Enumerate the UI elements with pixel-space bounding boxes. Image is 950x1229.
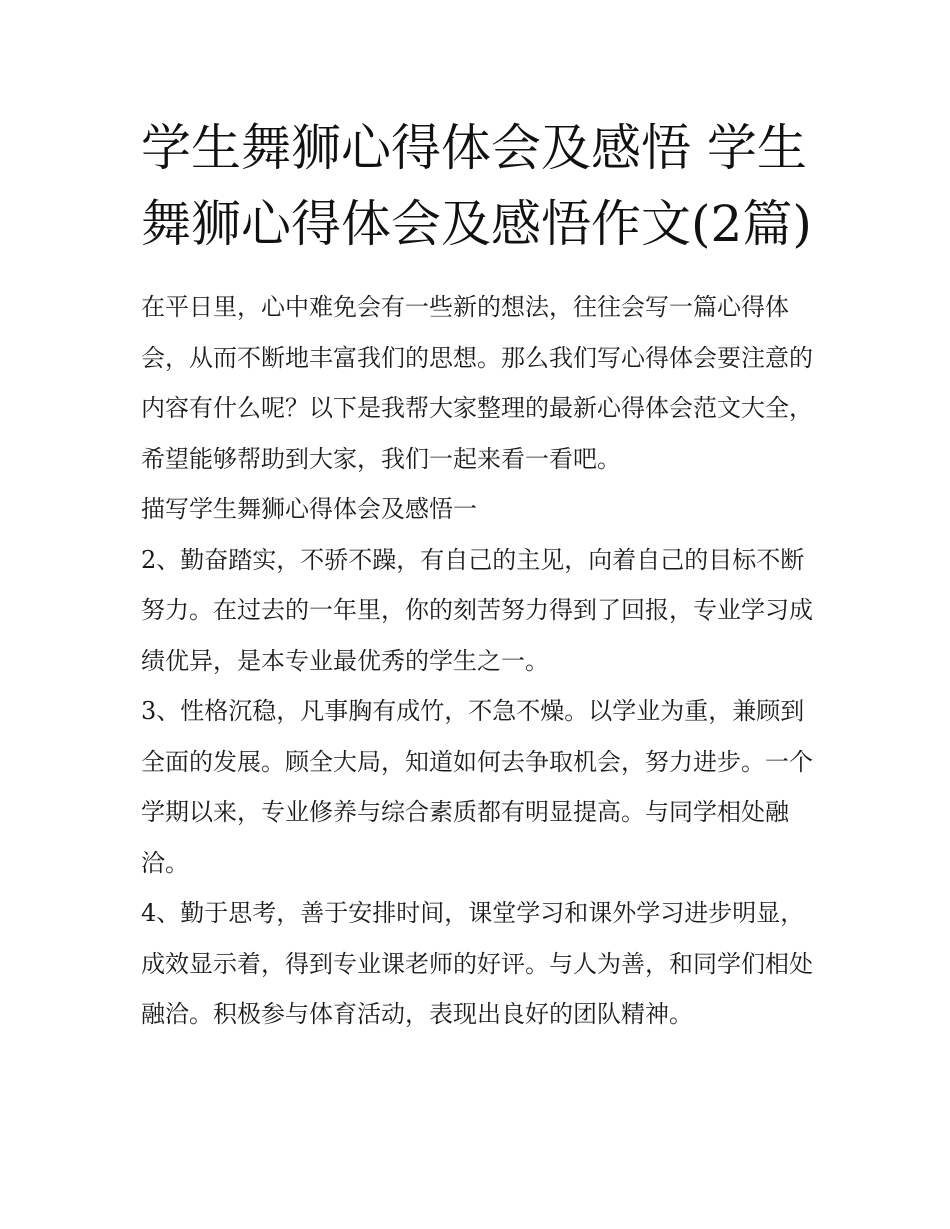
document-page	[141, 110, 813, 1040]
list-item-2: 2、勤奋踏实，不骄不躁，有自己的主见，向着自己的目标不断努力。在过去的一年里，你的刻苦努力得到了回报，专业学习成绩优异，是本专业最优秀的学生之一。	[141, 545, 813, 675]
document-body	[141, 282, 813, 1040]
document-title: 学生舞狮心得体会及感悟 学生舞狮心得体会及感悟作文(2篇)	[141, 119, 812, 253]
section-heading: 描写学生舞狮心得体会及感悟一	[141, 495, 477, 523]
intro-paragraph: 在平日里，心中难免会有一些新的想法，往往会写一篇心得体会，从而不断地丰富我们的思想。那么我们写心得体会要注意的内容有什么呢？以下是我帮大家整理的最新心得体会范文大全，希望能够帮助到大家，我们一起来看一看吧。	[141, 293, 813, 473]
list-item-3: 3、性格沉稳，凡事胸有成竹，不急不燥。以学业为重，兼顾到全面的发展。顾全大局，知道如何去争取机会，努力进步。一个学期以来，专业修养与综合素质都有明显提高。与同学相处融洽。	[141, 697, 813, 877]
list-item-4: 4、勤于思考，善于安排时间，课堂学习和课外学习进步明显，成效显示着，得到专业课老师的好评。与人为善，和同学们相处融洽。积极参与体育活动，表现出良好的团队精神。	[141, 899, 813, 1028]
